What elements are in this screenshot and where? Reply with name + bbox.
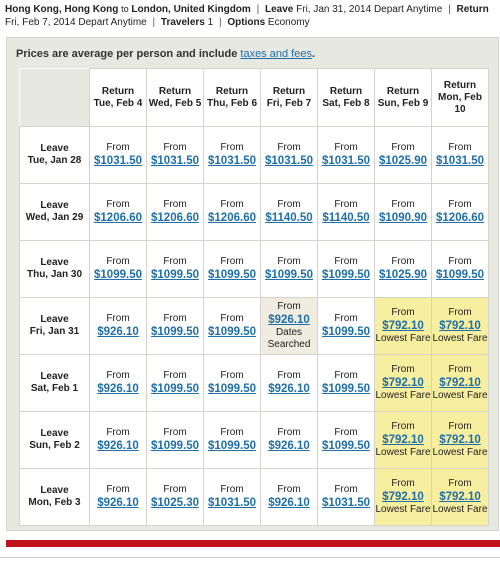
fare-prefix: From <box>277 142 301 153</box>
fare-cell[interactable] <box>204 355 261 412</box>
return-date-header <box>147 69 204 127</box>
fare-prefix: From <box>391 478 415 489</box>
fare-prefix: From <box>277 199 301 210</box>
fare-row <box>20 355 489 412</box>
fare-row <box>20 184 489 241</box>
leave-value: Fri, Jan 31, 2014 Depart Anytime <box>296 4 443 15</box>
fare-prefix: From <box>334 370 358 381</box>
fare-price-link[interactable]: $1099.50 <box>322 440 370 452</box>
leave-date-header <box>20 127 90 184</box>
fare-prefix: From <box>106 427 130 438</box>
fare-price-link[interactable]: $1099.50 <box>322 326 370 338</box>
lowest-fare-label: Lowest Fare <box>432 333 488 344</box>
fare-prefix: From <box>163 256 187 267</box>
leave-header-label: Leave <box>40 485 69 496</box>
fare-row <box>20 469 489 526</box>
fare-price-link[interactable]: $1140.50 <box>265 212 313 224</box>
fare-cell[interactable] <box>261 412 318 469</box>
fare-cell[interactable] <box>147 355 204 412</box>
options-value: Economy <box>267 17 310 28</box>
fare-prefix: From <box>220 484 244 495</box>
fare-cell[interactable] <box>204 412 261 469</box>
fare-price-link[interactable]: $1099.50 <box>208 383 256 395</box>
origin-city: Hong Kong, Hong Kong <box>5 4 119 15</box>
fare-cell-lowest[interactable] <box>375 412 432 469</box>
leave-header-date: Thu, Jan 30 <box>26 269 82 280</box>
fare-price-link[interactable]: $1099.50 <box>208 440 256 452</box>
fare-prefix: From <box>391 142 415 153</box>
fare-cell[interactable] <box>318 184 375 241</box>
leave-header-label: Leave <box>40 314 69 325</box>
fare-price-link[interactable]: $1206.60 <box>436 212 484 224</box>
fare-prefix: From <box>220 370 244 381</box>
fare-cell[interactable] <box>90 298 147 355</box>
fare-cell[interactable] <box>375 127 432 184</box>
fare-cell[interactable] <box>432 241 489 298</box>
fare-prefix: From <box>334 484 358 495</box>
fare-price-link[interactable]: $1025.90 <box>379 155 427 167</box>
leave-date-header <box>20 355 90 412</box>
fare-prefix: From <box>391 364 415 375</box>
fare-price-link[interactable]: $1090.90 <box>379 212 427 224</box>
matrix-corner <box>20 69 90 127</box>
fare-cell[interactable] <box>90 241 147 298</box>
fare-prefix: From <box>106 256 130 267</box>
fare-prefix: From <box>334 142 358 153</box>
return-header-date: Sun, Feb 9 <box>377 97 429 109</box>
fare-prefix: From <box>448 256 472 267</box>
fare-cell[interactable] <box>261 184 318 241</box>
trip-summary-line-1 <box>5 4 489 15</box>
fare-prefix: From <box>106 370 130 381</box>
leave-date-header <box>20 469 90 526</box>
trip-summary-header <box>0 0 500 36</box>
fare-cell[interactable] <box>318 412 375 469</box>
return-header-label: Return <box>272 85 306 97</box>
fare-price-link[interactable]: $926.10 <box>97 497 139 509</box>
return-header-label: Return <box>329 85 363 97</box>
return-header-label: Return <box>215 85 249 97</box>
brand-divider-bar <box>6 540 500 547</box>
leave-date-header <box>20 184 90 241</box>
fare-price-link[interactable]: $1099.50 <box>151 269 199 281</box>
fare-price-link[interactable]: $1031.50 <box>322 155 370 167</box>
fare-prefix: From <box>334 313 358 324</box>
return-header-date: Wed, Feb 5 <box>148 97 202 109</box>
fare-prefix: From <box>448 307 472 318</box>
fare-cell[interactable] <box>147 412 204 469</box>
fare-prefix: From <box>448 142 472 153</box>
return-header-date: Mon, Feb 10 <box>438 91 482 115</box>
return-header-label: Return <box>386 85 420 97</box>
travelers-label: Travelers <box>160 17 205 28</box>
return-header-date: Thu, Feb 6 <box>207 97 257 109</box>
leave-header-date: Fri, Jan 31 <box>29 326 80 337</box>
fare-matrix-table <box>19 68 489 526</box>
fare-prefix: From <box>277 256 301 267</box>
fare-prefix: From <box>220 199 244 210</box>
fare-prefix: From <box>448 421 472 432</box>
fare-price-link[interactable]: $1099.50 <box>151 326 199 338</box>
leave-header-label: Leave <box>40 200 69 211</box>
footer-divider <box>0 557 500 558</box>
fare-prefix: From <box>448 364 472 375</box>
separator: | <box>152 17 156 28</box>
fare-price-link[interactable]: $1025.90 <box>379 269 427 281</box>
lowest-fare-label: Lowest Fare <box>375 390 431 401</box>
fare-cell[interactable] <box>432 127 489 184</box>
fare-prefix: From <box>391 307 415 318</box>
leave-header-label: Leave <box>40 428 69 439</box>
leave-header-date: Wed, Jan 29 <box>25 212 84 223</box>
return-date-header <box>90 69 147 127</box>
fare-price-link[interactable]: $1099.50 <box>94 269 142 281</box>
fare-price-link[interactable]: $1099.50 <box>322 383 370 395</box>
fare-price-link[interactable]: $926.10 <box>97 383 139 395</box>
fare-price-link[interactable]: $1206.60 <box>208 212 256 224</box>
fare-cell-lowest[interactable] <box>375 469 432 526</box>
return-header-label: Return <box>158 85 192 97</box>
fare-cell[interactable] <box>90 469 147 526</box>
fare-prefix: From <box>448 199 472 210</box>
fare-prefix: From <box>106 199 130 210</box>
leave-header-date: Tue, Jan 28 <box>27 155 82 166</box>
fare-price-link[interactable]: $792.10 <box>439 434 481 446</box>
return-date-header <box>204 69 261 127</box>
fare-cell[interactable] <box>204 127 261 184</box>
lowest-fare-label: Lowest Fare <box>432 504 488 515</box>
fare-price-link[interactable]: $1031.50 <box>322 497 370 509</box>
fare-price-link[interactable]: $1099.50 <box>436 269 484 281</box>
leave-date-header <box>20 298 90 355</box>
fare-row <box>20 127 489 184</box>
fare-price-link[interactable]: $792.10 <box>439 491 481 503</box>
fare-prefix: From <box>163 427 187 438</box>
fare-cell[interactable] <box>204 469 261 526</box>
fare-price-link[interactable]: $792.10 <box>382 320 424 332</box>
fare-price-link[interactable]: $926.10 <box>97 440 139 452</box>
return-date-header <box>375 69 432 127</box>
fare-cell[interactable] <box>318 469 375 526</box>
fare-prefix: From <box>391 256 415 267</box>
fare-price-link[interactable]: $1031.50 <box>208 497 256 509</box>
fare-cell[interactable] <box>90 355 147 412</box>
fare-prefix: From <box>220 256 244 267</box>
fare-price-link[interactable]: $1206.60 <box>94 212 142 224</box>
return-date-header <box>261 69 318 127</box>
fare-row <box>20 241 489 298</box>
trip-summary-line-2 <box>5 17 310 28</box>
fare-price-link[interactable]: $1099.50 <box>265 269 313 281</box>
leave-header-date: Sat, Feb 1 <box>30 383 79 394</box>
lowest-fare-label: Lowest Fare <box>432 390 488 401</box>
fare-price-link[interactable]: $1099.50 <box>208 269 256 281</box>
fare-cell[interactable] <box>147 241 204 298</box>
separator: | <box>448 4 451 15</box>
price-note-suffix: . <box>311 48 316 60</box>
return-header-date: Fri, Feb 7 <box>266 97 312 109</box>
fare-prefix: From <box>163 484 187 495</box>
fare-prefix: From <box>106 313 130 324</box>
destination-city: London, United Kingdom <box>131 4 251 15</box>
fare-cell[interactable] <box>204 184 261 241</box>
fare-price-link[interactable]: $1140.50 <box>322 212 370 224</box>
options-label: Options <box>227 17 266 28</box>
fare-cell[interactable] <box>90 184 147 241</box>
column-header-row <box>20 69 489 127</box>
taxes-and-fees-link[interactable]: taxes and fees <box>240 48 312 60</box>
fare-row <box>20 412 489 469</box>
leave-date-header <box>20 241 90 298</box>
fare-row <box>20 298 489 355</box>
fare-prefix: From <box>106 142 130 153</box>
to-word: to <box>121 4 129 14</box>
fare-cell[interactable] <box>318 127 375 184</box>
fare-cell[interactable] <box>204 241 261 298</box>
fare-price-link[interactable]: $792.10 <box>382 377 424 389</box>
return-header-date: Sat, Feb 8 <box>322 97 370 109</box>
fare-price-link[interactable]: $1099.50 <box>151 440 199 452</box>
fare-price-link[interactable]: $792.10 <box>439 377 481 389</box>
fare-prefix: From <box>106 484 130 495</box>
fare-cell[interactable] <box>261 355 318 412</box>
fare-cell-searched[interactable] <box>261 298 318 355</box>
leave-label: Leave <box>264 4 294 15</box>
lowest-fare-label: Lowest Fare <box>432 447 488 458</box>
return-date-header <box>432 69 489 127</box>
fare-cell[interactable] <box>90 412 147 469</box>
fare-price-link[interactable]: $926.10 <box>268 440 310 452</box>
price-note <box>16 48 315 60</box>
fare-prefix: From <box>391 421 415 432</box>
dates-searched-label: Dates Searched <box>267 327 311 350</box>
fare-cell[interactable] <box>261 469 318 526</box>
fare-prefix: From <box>277 484 301 495</box>
fare-prefix: From <box>163 313 187 324</box>
fare-prefix: From <box>163 370 187 381</box>
fare-price-link[interactable]: $1099.50 <box>151 383 199 395</box>
fare-prefix: From <box>163 142 187 153</box>
return-header-label: Return <box>443 79 477 91</box>
fare-cell[interactable] <box>147 469 204 526</box>
separator: | <box>256 4 260 15</box>
fare-price-link[interactable]: $926.10 <box>97 326 139 338</box>
fare-cell-lowest[interactable] <box>432 412 489 469</box>
fare-price-link[interactable]: $792.10 <box>439 320 481 332</box>
travelers-value: 1 <box>207 17 214 28</box>
fare-price-link[interactable]: $1031.50 <box>265 155 313 167</box>
fare-cell-lowest[interactable] <box>375 355 432 412</box>
fare-cell[interactable] <box>375 241 432 298</box>
fare-price-link[interactable]: $1031.50 <box>94 155 142 167</box>
fare-prefix: From <box>334 256 358 267</box>
return-value: Fri, Feb 7, 2014 Depart Anytime <box>5 17 147 28</box>
fare-prefix: From <box>163 199 187 210</box>
fare-cell[interactable] <box>432 184 489 241</box>
fare-cell[interactable] <box>147 127 204 184</box>
return-label: Return <box>456 4 489 15</box>
fare-prefix: From <box>448 478 472 489</box>
fare-price-link[interactable]: $1025.30 <box>151 497 199 509</box>
fare-prefix: From <box>277 427 301 438</box>
fare-cell[interactable] <box>261 241 318 298</box>
fare-cell-lowest[interactable] <box>375 298 432 355</box>
fare-price-link[interactable]: $926.10 <box>268 314 310 326</box>
fare-price-link[interactable]: $1099.50 <box>322 269 370 281</box>
fare-price-link[interactable]: $1206.60 <box>151 212 199 224</box>
fare-cell[interactable] <box>147 298 204 355</box>
fare-prefix: From <box>220 313 244 324</box>
lowest-fare-label: Lowest Fare <box>375 504 431 515</box>
leave-header-label: Leave <box>40 143 69 154</box>
fare-price-link[interactable]: $1031.50 <box>151 155 199 167</box>
fare-cell[interactable] <box>375 184 432 241</box>
fare-prefix: From <box>220 427 244 438</box>
lowest-fare-label: Lowest Fare <box>375 333 431 344</box>
fare-prefix: From <box>277 301 301 312</box>
fare-prefix: From <box>220 142 244 153</box>
fare-price-link[interactable]: $1031.50 <box>436 155 484 167</box>
return-date-header <box>318 69 375 127</box>
fare-cell-lowest[interactable] <box>432 298 489 355</box>
leave-header-date: Sun, Feb 2 <box>29 440 80 451</box>
fare-prefix: From <box>334 199 358 210</box>
fare-cell[interactable] <box>318 355 375 412</box>
fare-prefix: From <box>334 427 358 438</box>
leave-header-label: Leave <box>40 257 69 268</box>
leave-header-date: Mon, Feb 3 <box>28 497 81 508</box>
fare-price-link[interactable]: $792.10 <box>382 491 424 503</box>
return-header-label: Return <box>101 85 135 97</box>
leave-date-header <box>20 412 90 469</box>
fare-cell[interactable] <box>90 127 147 184</box>
fare-price-link[interactable]: $792.10 <box>382 434 424 446</box>
fare-price-link[interactable]: $926.10 <box>268 383 310 395</box>
return-header-date: Tue, Feb 4 <box>93 97 143 109</box>
fare-cell[interactable] <box>318 298 375 355</box>
price-note-text: Prices are average per person and include <box>16 48 238 60</box>
separator: | <box>218 17 222 28</box>
fare-price-link[interactable]: $926.10 <box>268 497 310 509</box>
fare-price-link[interactable]: $1031.50 <box>208 155 256 167</box>
lowest-fare-label: Lowest Fare <box>375 447 431 458</box>
fare-prefix: From <box>391 199 415 210</box>
fare-cell[interactable] <box>261 127 318 184</box>
leave-header-label: Leave <box>40 371 69 382</box>
fare-prefix: From <box>277 370 301 381</box>
fare-cell[interactable] <box>204 298 261 355</box>
fare-cell-lowest[interactable] <box>432 469 489 526</box>
fare-cell[interactable] <box>147 184 204 241</box>
fare-cell[interactable] <box>318 241 375 298</box>
fare-price-link[interactable]: $1099.50 <box>208 326 256 338</box>
fare-cell-lowest[interactable] <box>432 355 489 412</box>
